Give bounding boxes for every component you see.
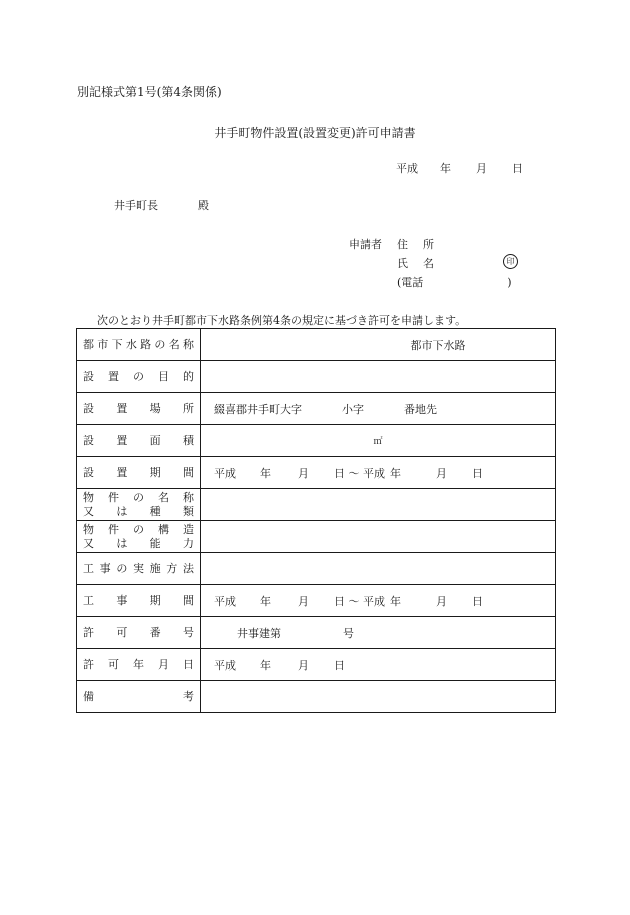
table-row — [77, 553, 556, 585]
value-part: 小字 — [342, 402, 364, 416]
construction-method-label — [77, 553, 201, 585]
item-structure-value[interactable] — [201, 521, 556, 553]
remarks-label — [77, 681, 201, 713]
label-line: 物 件 の 構 造 — [83, 522, 194, 536]
value-part: 日 — [472, 466, 483, 480]
value-part: 年 — [390, 466, 401, 480]
date-era: 平成 — [396, 162, 418, 175]
value-part: 月 — [436, 466, 447, 480]
value-part: 番地先 — [404, 402, 437, 416]
location-label — [77, 393, 201, 425]
label-line: 設 置 の 目 的 — [83, 369, 194, 383]
value-part: 日 〜 平成 — [334, 594, 385, 608]
label-line: 許 可 年 月 日 — [83, 657, 194, 671]
table-row — [77, 489, 556, 521]
value-part: 年 — [260, 658, 271, 672]
value-part: 日 — [334, 658, 345, 672]
date-month: 月 — [476, 162, 487, 175]
applicant-block — [349, 235, 518, 292]
table-row — [77, 425, 556, 457]
label-line: 又 は 種 類 — [83, 504, 194, 518]
permit-date-label — [77, 649, 201, 681]
value-part: 平成 — [214, 466, 236, 480]
permit-number-label — [77, 617, 201, 649]
value-part: 日 〜 平成 — [334, 466, 385, 480]
permit-date-value[interactable] — [201, 649, 556, 681]
remarks-value[interactable] — [201, 681, 556, 713]
value-part: 月 — [298, 658, 309, 672]
phone-close: ) — [507, 276, 512, 289]
label-line: 都 市 下 水 路 の 名 称 — [83, 337, 194, 351]
value-part: 井事建第 — [237, 626, 281, 640]
sewer-name-label — [77, 329, 201, 361]
label-line: 設 置 場 所 — [83, 401, 194, 415]
label-line: 設 置 面 積 — [83, 433, 194, 447]
period-value[interactable] — [201, 457, 556, 489]
addressee-name: 井手町長 — [114, 199, 158, 212]
purpose-value[interactable] — [201, 361, 556, 393]
table-row — [77, 393, 556, 425]
construction-period-label — [77, 585, 201, 617]
location-value[interactable] — [201, 393, 556, 425]
date-year: 年 — [440, 162, 451, 175]
date-line — [396, 160, 523, 176]
sewer-name-value[interactable]: 都市下水路 — [201, 329, 556, 361]
item-name-label — [77, 489, 201, 521]
application-table — [76, 328, 556, 713]
value-part: 月 — [298, 466, 309, 480]
value-part: 年 — [260, 466, 271, 480]
table-row — [77, 329, 556, 361]
value-part: 日 — [472, 594, 483, 608]
table-row — [77, 361, 556, 393]
address-label: 住 所 — [397, 238, 436, 251]
label-line: 工 事 の 実 施 方 法 — [83, 561, 194, 575]
period-label — [77, 457, 201, 489]
addressee — [114, 197, 209, 213]
seal-mark: 印 — [503, 254, 518, 269]
construction-period-value[interactable] — [201, 585, 556, 617]
construction-method-value[interactable] — [201, 553, 556, 585]
purpose-label — [77, 361, 201, 393]
table-row — [77, 617, 556, 649]
value-part: 年 — [260, 594, 271, 608]
item-structure-label — [77, 521, 201, 553]
name-label: 氏 名 — [397, 257, 436, 270]
label-line: 設 置 期 間 — [83, 465, 194, 479]
value-part: 年 — [390, 594, 401, 608]
value-part: 号 — [343, 626, 354, 640]
applicant-lead: 申請者 — [349, 238, 382, 251]
document-title: 井手町物件設置(設置変更)許可申請書 — [214, 126, 416, 140]
table-row — [77, 681, 556, 713]
table-row — [77, 649, 556, 681]
label-line: 工 事 期 間 — [83, 593, 194, 607]
form-reference: 別記様式第1号(第4条関係) — [77, 85, 222, 99]
area-value[interactable]: ㎡ — [201, 425, 556, 457]
value-part: 平成 — [214, 594, 236, 608]
label-line: 又 は 能 力 — [83, 536, 194, 550]
area-label — [77, 425, 201, 457]
table-row — [77, 585, 556, 617]
table-row — [77, 457, 556, 489]
phone-open: (電話 — [397, 276, 424, 289]
value-part: 綴喜郡井手町大字 — [214, 402, 302, 416]
date-day: 日 — [512, 162, 523, 175]
value-part: 平成 — [214, 658, 236, 672]
label-line: 物 件 の 名 称 — [83, 490, 194, 504]
permit-number-value[interactable] — [201, 617, 556, 649]
label-line: 備 考 — [83, 689, 194, 703]
intro-text: 次のとおり井手町都市下水路条例第4条の規定に基づき許可を申請します。 — [97, 314, 467, 327]
table-row — [77, 521, 556, 553]
value-part: 月 — [298, 594, 309, 608]
item-name-value[interactable] — [201, 489, 556, 521]
value-part: 月 — [436, 594, 447, 608]
label-line: 許 可 番 号 — [83, 625, 194, 639]
addressee-honorific: 殿 — [198, 199, 209, 212]
